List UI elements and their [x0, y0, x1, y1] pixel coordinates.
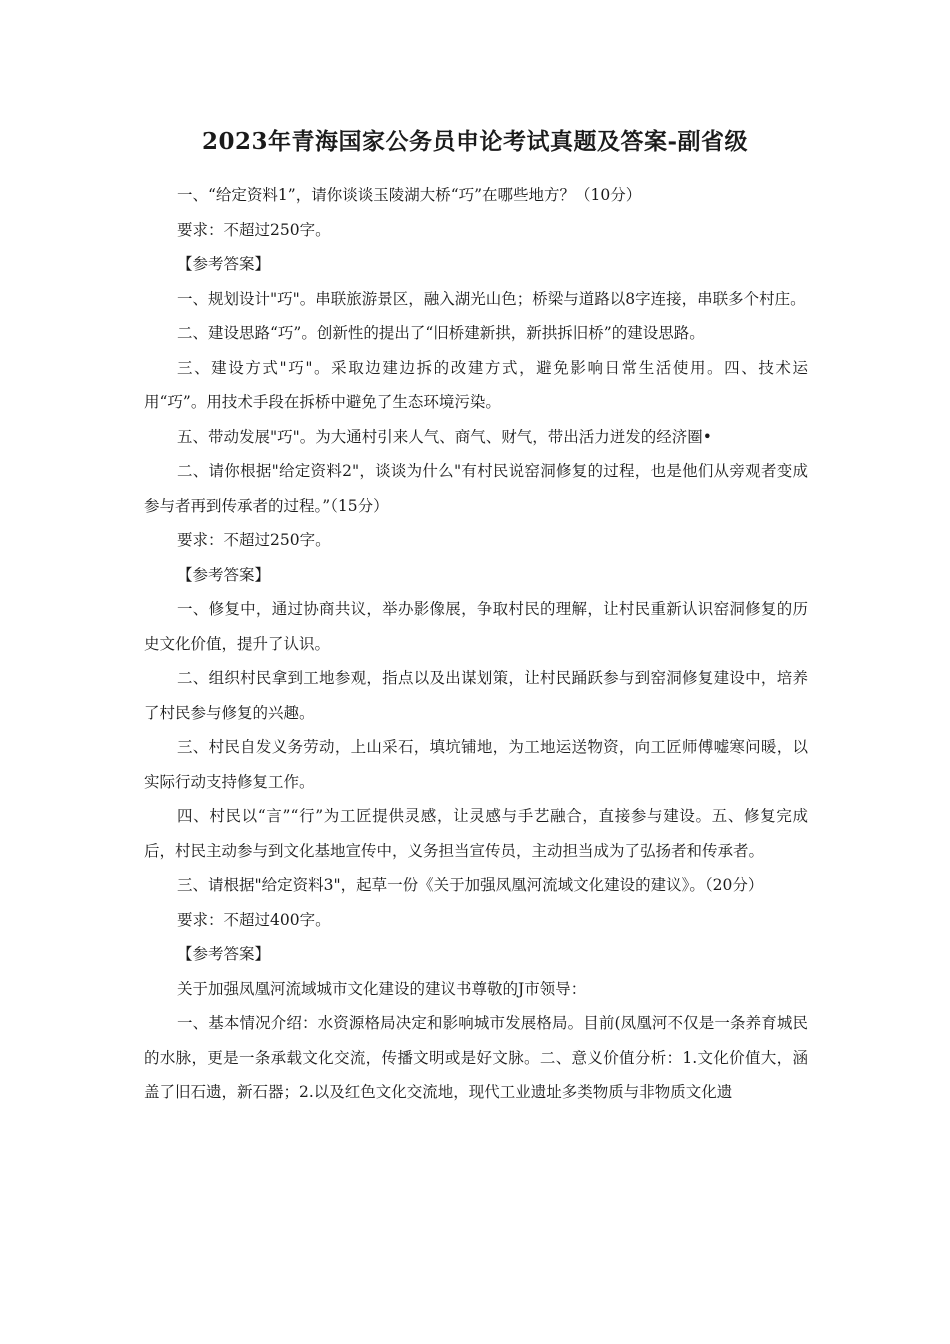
answer-paragraph: 二、组织村民拿到工地参观，指点以及出谋划策，让村民踊跃参与到窑洞修复建设中，培养了村民参与修复的兴趣。: [144, 669, 808, 722]
answer-paragraph: 关于加强凤凰河流域城市文化建设的建议书尊敬的J市领导：: [177, 979, 587, 998]
document-title: 2023年青海国家公务员申论考试真题及答案-副省级: [201, 128, 749, 155]
answer-heading-2: 【参考答案】: [177, 565, 271, 584]
document-body: [144, 178, 808, 1110]
answer-paragraph: 一、规划设计"巧"。串联旅游景区，融入湖光山色；桥梁与道路以8字连接，串联多个村庄。: [177, 289, 806, 308]
answer-paragraph: 一、基本情况介绍：水资源格局决定和影响城市发展格局。目前(凤凰河不仅是一条养育城民的水脉，更是一条承载文化交流，传播文明或是好文脉。二、意义价值分析：1.文化价值大，涵盖了旧石遗，新石器；2.以及红色文化交流地，现代工业遗址多类物质与非物质文化遗: [144, 1014, 808, 1101]
answer-paragraph: 三、建设方式"巧"。采取边建边拆的改建方式，避免影响日常生活使用。四、技术运用“巧”。用技术手段在拆桥中避免了生态环境污染。: [144, 358, 808, 411]
question-3: 三、请根据"给定资料3"，起草一份《关于加强凤凰河流域文化建设的建议》。（20分）: [177, 876, 764, 894]
answer-paragraph: 三、村民自发义务劳动，上山采石，填坑铺地，为工地运送物资，向工匠师傅嘘寒问暖，以实际行动支持修复工作。: [144, 738, 808, 791]
answer-paragraph: 四、村民以“言”“行”为工匠提供灵感，让灵感与手艺融合，直接参与建设。五、修复完成后，村民主动参与到文化基地宣传中，义务担当宣传员，主动担当成为了弘扬者和传承者。: [144, 807, 808, 860]
answer-heading-3: 【参考答案】: [177, 945, 271, 963]
question-2: 二、请你根据"给定资料2"，谈谈为什么"有村民说窑洞修复的过程，也是他们从旁观者变成参与者再到传承者的过程。”（15分）: [144, 462, 808, 515]
question-1: 一、“给定资料1”，请你谈谈玉陵湖大桥“巧”在哪些地方？（10分）: [177, 186, 642, 204]
requirement-2: 要求：不超过250字。: [177, 531, 331, 549]
requirement-3: 要求：不超过400字。: [177, 910, 331, 929]
answer-paragraph: 五、带动发展"巧"。为大通村引来人气、商气、财气，带出活力迸发的经济圈•: [177, 427, 712, 446]
requirement-1: 要求：不超过250字。: [177, 220, 331, 239]
answer-paragraph: 二、建设思路“巧”。创新性的提出了“旧桥建新拱，新拱拆旧桥”的建设思路。: [177, 324, 705, 342]
answer-heading-1: 【参考答案】: [177, 255, 271, 273]
answer-paragraph: 一、修复中，通过协商共议，举办影像展，争取村民的理解，让村民重新认识窑洞修复的历史文化价值，提升了认识。: [144, 600, 808, 653]
